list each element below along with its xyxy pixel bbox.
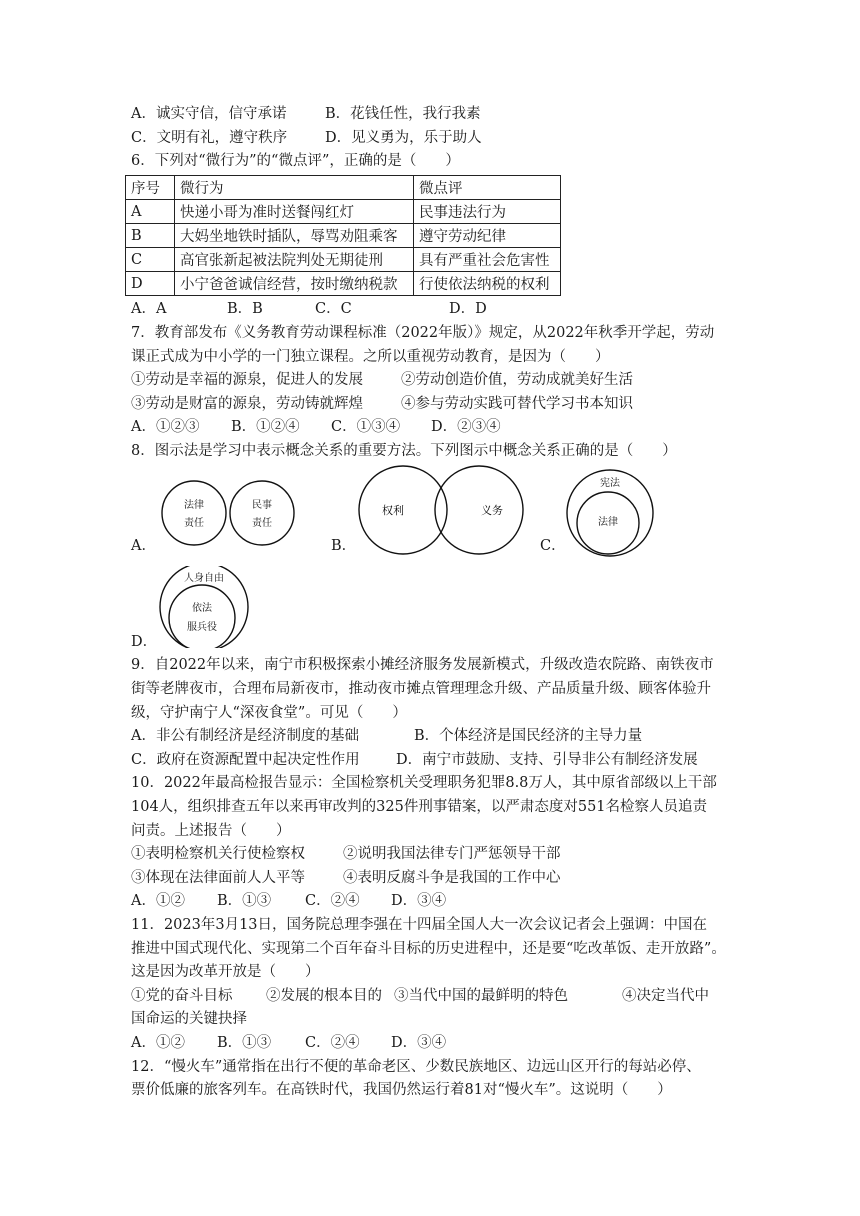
q8-diagram-d <box>157 566 251 648</box>
q8-label-d: D． <box>131 634 158 650</box>
q11-statement-4: ④决定当代中 <box>622 988 709 1004</box>
diagram-a-right-text1: 民事 <box>252 500 272 511</box>
q10-statement-2: ②说明我国法律专门严惩领导干部 <box>343 846 561 862</box>
q10-option-c: C．②④ <box>305 893 360 909</box>
table-cell: 快递小哥为准时送餐闯红灯 <box>175 200 414 224</box>
q5-options-row1 <box>131 104 481 124</box>
q11-option-c: C．②④ <box>305 1035 360 1051</box>
q7-statement-2: ②劳动创造价值，劳动成就美好生活 <box>401 372 633 388</box>
table-cell: D <box>126 272 175 296</box>
q6-option-c: C．C <box>315 301 352 317</box>
q11-statement-4-cont: 国命运的关键抉择 <box>131 1011 247 1027</box>
q11-option-d: D．③④ <box>391 1035 447 1051</box>
q9-stem-line2: 街等老牌夜市，合理布局新夜市，推动夜市摊点管理理念升级、产品质量升级、顾客体验升 <box>131 681 711 697</box>
q10-stem-line1: 10．2022年最高检报告显示：全国检察机关受理职务犯罪8.8万人，其中原省部级以上干部 <box>131 775 717 791</box>
q9-option-d: D．南宁市鼓励、支持、引导非公有制经济发展 <box>396 752 698 768</box>
q7-option-b: B．①②④ <box>231 419 300 435</box>
q10-statement-4: ④表明反腐斗争是我国的工作中心 <box>343 870 561 886</box>
q8-stem: 8．图示法是学习中表示概念关系的重要方法。下列图示中概念关系正确的是（ ） <box>131 443 677 459</box>
q8-diagram-c <box>563 468 659 558</box>
q9-option-c: C．政府在资源配置中起决定性作用 <box>131 752 360 768</box>
diagram-a-left-text1: 法律 <box>184 500 204 511</box>
q8-diagram-a <box>160 475 300 547</box>
q7-statements-row2 <box>131 394 633 414</box>
q11-option-b: B．①③ <box>217 1035 272 1051</box>
q11-stem-line1: 11．2023年3月13日，国务院总理李强在十四届全国人大一次会议记者会上强调：中国在 <box>131 917 708 933</box>
q10-statement-1: ①表明检察机关行使检察权 <box>131 846 305 862</box>
diagram-d-inner-circle <box>169 585 235 648</box>
q6-stem: 6．下列对“微行为”的“微点评”，正确的是（ ） <box>131 153 460 169</box>
q6-option-b: B．B <box>227 301 263 317</box>
q11-statement-2: ②发展的根本目的 <box>266 988 382 1004</box>
table-row <box>126 248 561 272</box>
q5-option-a: A．诚实守信，信守承诺 <box>131 106 287 122</box>
q10-stem-line2: 104人，组织排查五年以来再审改判的325件刑事错案，以严肃态度对551名检察人员追责 <box>131 799 708 815</box>
table-cell: 行使依法纳税的权利 <box>414 272 561 296</box>
diagram-a-right-text2: 责任 <box>252 518 272 529</box>
q10-statements-row1 <box>131 844 561 864</box>
q9-stem-line3: 级，守护南宁人“深夜食堂”。可见（ ） <box>131 705 407 721</box>
q11-option-a: A．①② <box>131 1035 185 1051</box>
q5-option-b: B．花钱任性，我行我素 <box>325 106 481 122</box>
diagram-d-inner-text2: 服兵役 <box>187 622 217 633</box>
q7-option-c: C．①③④ <box>331 419 401 435</box>
q10-stem-line3: 问责。上述报告（ ） <box>131 823 291 839</box>
header-cell: 序号 <box>126 176 175 200</box>
diagram-c-inner-text: 法律 <box>598 517 618 528</box>
q7-stem-line1: 7．教育部发布《义务教育劳动课程标准（2022年版）》规定，从2022年秋季开学起，劳动 <box>131 325 715 341</box>
q12-stem-line1: 12．“慢火车”通常指在出行不便的革命老区、少数民族地区、边远山区开行的每站必停、 <box>131 1059 701 1075</box>
q10-statement-3: ③体现在法律面前人人平等 <box>131 870 305 886</box>
q7-statements-row1 <box>131 370 633 390</box>
q7-statement-4: ④参与劳动实践可替代学习书本知识 <box>401 396 633 412</box>
q9-options-row1 <box>131 726 642 746</box>
q10-option-d: D．③④ <box>391 893 447 909</box>
q5-option-c: C．文明有礼，遵守秩序 <box>131 130 288 146</box>
table-cell: 民事违法行为 <box>414 200 561 224</box>
q7-statement-3: ③劳动是财富的源泉，劳动铸就辉煌 <box>131 396 363 412</box>
table-row <box>126 224 561 248</box>
table-cell: 高官张新起被法院判处无期徒刑 <box>175 248 414 272</box>
table-row <box>126 272 561 296</box>
diagram-b-left-text: 权利 <box>382 504 404 517</box>
q8-label-a: A． <box>131 538 156 554</box>
q7-statement-1: ①劳动是幸福的源泉，促进人的发展 <box>131 372 363 388</box>
q11-stem-line3: 这是因为改革开放是（ ） <box>131 964 320 980</box>
q6-option-d: D．D <box>449 301 487 317</box>
q7-stem-line2: 课正式成为中小学的一门独立课程。之所以重视劳动教育，是因为（ ） <box>131 349 610 365</box>
diagram-b-right-circle <box>435 466 523 554</box>
q6-table <box>125 175 561 296</box>
q6-options <box>131 299 487 319</box>
q10-option-b: B．①③ <box>217 893 272 909</box>
header-cell: 微点评 <box>414 176 561 200</box>
q11-statement-3: ③当代中国的最鲜明的特色 <box>394 988 568 1004</box>
q10-option-a: A．①② <box>131 893 185 909</box>
table-row <box>126 200 561 224</box>
q11-options <box>131 1033 446 1053</box>
q9-option-b: B．个体经济是国民经济的主导力量 <box>414 728 643 744</box>
header-cell: 微行为 <box>175 176 414 200</box>
diagram-a-left-circle <box>162 481 226 545</box>
table-cell: 遵守劳动纪律 <box>414 224 561 248</box>
q10-statements-row2 <box>131 868 561 888</box>
diagram-a-right-circle <box>230 481 294 545</box>
diagram-c-outer-text: 宪法 <box>600 478 620 489</box>
q5-options-row2 <box>131 128 482 148</box>
diagram-a-left-text2: 责任 <box>184 518 204 529</box>
q7-option-d: D．②③④ <box>431 419 501 435</box>
table-cell: C <box>126 248 175 272</box>
q12-stem-line2: 票价低廉的旅客列车。在高铁时代，我国仍然运行着81对“慢火车”。这说明（ ） <box>131 1082 672 1098</box>
table-cell: 具有严重社会危害性 <box>414 248 561 272</box>
diagram-d-outer-text: 人身自由 <box>184 573 224 584</box>
table-header-row <box>126 176 561 200</box>
q11-statement-1: ①党的奋斗目标 <box>131 988 233 1004</box>
q9-stem-line1: 9．自2022年以来，南宁市积极探索小摊经济服务发展新模式，升级改造农院路、南铁夜市 <box>131 657 714 673</box>
q9-options-row2 <box>131 750 698 770</box>
diagram-d-inner-text1: 依法 <box>192 603 212 614</box>
q11-stem-line2: 推进中国式现代化、实现第二个百年奋斗目标的历史进程中，还是要“吃改革饭、走开放路”。 <box>131 941 726 957</box>
q6-option-a: A．A <box>131 301 167 317</box>
q7-option-a: A．①②③ <box>131 419 200 435</box>
table-cell: 小宁爸爸诚信经营，按时缴纳税款 <box>175 272 414 296</box>
table-cell: 大妈坐地铁时插队，辱骂劝阻乘客 <box>175 224 414 248</box>
q8-label-b: B． <box>331 538 357 554</box>
q9-option-a: A．非公有制经济是经济制度的基础 <box>131 728 359 744</box>
q10-options <box>131 891 446 911</box>
q11-statements-row1 <box>131 986 709 1006</box>
diagram-b-right-text: 义务 <box>481 504 503 517</box>
table-cell: A <box>126 200 175 224</box>
q5-option-d: D．见义勇为，乐于助人 <box>325 130 482 146</box>
table-cell: B <box>126 224 175 248</box>
q7-options <box>131 417 501 437</box>
q8-label-c: C． <box>540 538 566 554</box>
q8-diagram-b <box>355 464 529 558</box>
